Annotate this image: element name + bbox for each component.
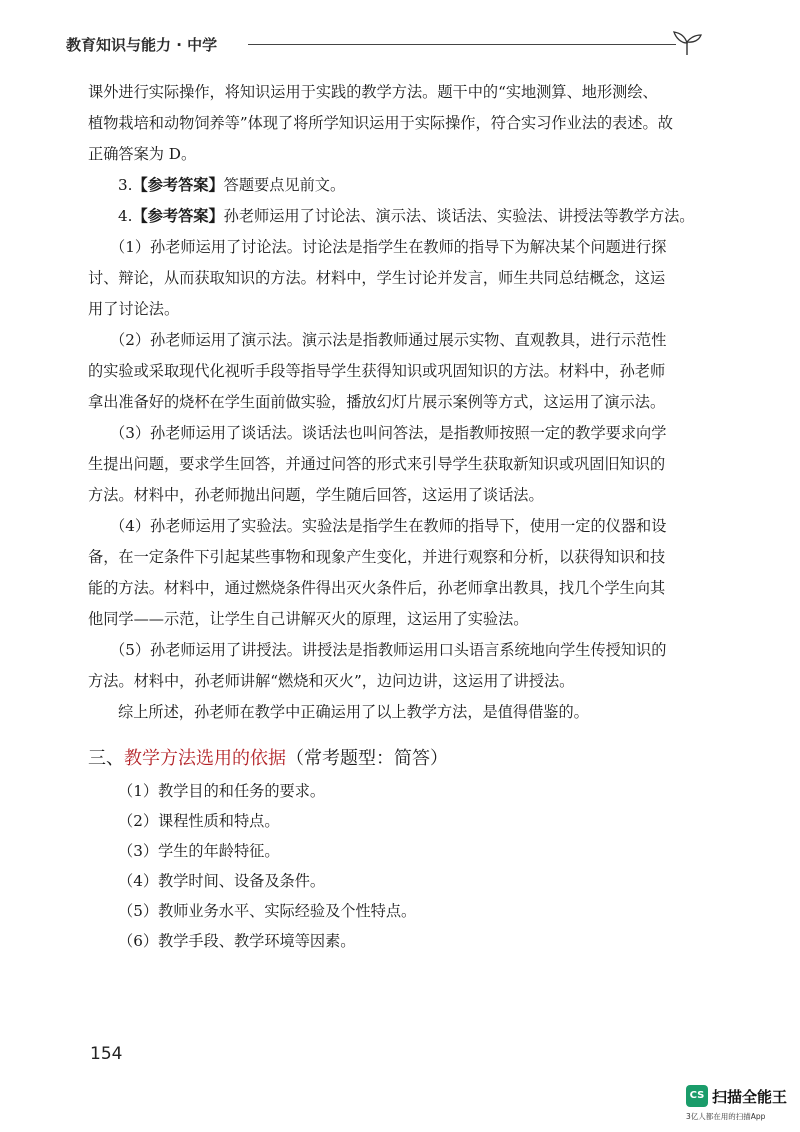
page-number: 154 — [90, 1044, 123, 1064]
running-header — [66, 30, 716, 60]
text-line: （1）孙老师运用了讨论法。讨论法是指学生在教师的指导下为解决某个问题进行探 — [110, 238, 667, 256]
text-line: 备，在一定条件下引起某些事物和现象产生变化，并进行观察和分析，以获得知识和技 — [88, 548, 666, 566]
camscanner-logo-icon: CS — [686, 1085, 708, 1107]
header-rule — [248, 44, 676, 45]
text-line: 方法。材料中，孙老师抛出问题，学生随后回答，这运用了谈话法。 — [88, 486, 544, 504]
list-item: （4）教学时间、设备及条件。 — [118, 872, 326, 890]
section-heading — [88, 744, 448, 770]
sprout-icon — [670, 30, 704, 56]
list-item: （2）课程性质和特点。 — [118, 812, 280, 830]
list-item: （3）学生的年龄特征。 — [118, 842, 280, 860]
section-number: 三、 — [88, 748, 124, 769]
answer-tag: 【参考答案】 — [132, 176, 224, 194]
text-line: 方法。材料中，孙老师讲解“燃烧和灭火”，边问边讲，这运用了讲授法。 — [88, 672, 575, 690]
list-item: （5）教师业务水平、实际经验及个性特点。 — [118, 902, 417, 920]
answer-item-3: 3.【参考答案】答题要点见前文。 — [118, 176, 346, 194]
text-line: （4）孙老师运用了实验法。实验法是指学生在教师的指导下，使用一定的仪器和设 — [110, 517, 667, 535]
scanner-watermark — [686, 1085, 786, 1125]
text-line: （2）孙老师运用了演示法。演示法是指教师通过展示实物、直观教具，进行示范性 — [110, 331, 667, 349]
text-line: 正确答案为 D。 — [88, 145, 197, 163]
text-line: （5）孙老师运用了讲授法。讲授法是指教师运用口头语言系统地向学生传授知识的 — [110, 641, 667, 659]
text-line: 他同学——示范，让学生自己讲解灭火的原理，这运用了实验法。 — [88, 610, 529, 628]
watermark-title: 扫描全能王 — [712, 1088, 788, 1106]
text-line: 拿出准备好的烧杯在学生面前做实验，播放幻灯片展示案例等方式，这运用了演示法。 — [88, 393, 666, 411]
text-line: 能的方法。材料中，通过燃烧条件得出灭火条件后，孙老师拿出教具，找几个学生向其 — [88, 579, 666, 597]
text-line: 用了讨论法。 — [88, 300, 180, 318]
text-line: 植物栽培和动物饲养等”体现了将所学知识运用于实际操作，符合实习作业法的表述。故 — [88, 114, 673, 132]
text-line: 课外进行实际操作，将知识运用于实践的教学方法。题干中的“实地测算、地形测绘、 — [88, 83, 658, 101]
book-title: 教育知识与能力 · 中学 — [66, 36, 218, 54]
answer-body — [88, 80, 716, 720]
text-line: 讨、辩论，从而获取知识的方法。材料中，学生讨论并发言，师生共同总结概念，这运 — [88, 269, 666, 287]
answer-item-4: 4.【参考答案】孙老师运用了讨论法、演示法、谈话法、实验法、讲授法等教学方法。 — [118, 207, 695, 225]
summary-line: 综上所述，孙老师在教学中正确运用了以上教学方法，是值得借鉴的。 — [118, 703, 589, 721]
answer-tag: 【参考答案】 — [132, 207, 224, 225]
list-item: （6）教学手段、教学环境等因素。 — [118, 932, 356, 950]
list-item: （1）教学目的和任务的要求。 — [118, 782, 326, 800]
text-line: 的实验或采取现代化视听手段等指导学生获得知识或巩固知识的方法。材料中，孙老师 — [88, 362, 666, 380]
watermark-subtitle: 3亿人都在用的扫描App — [686, 1112, 766, 1121]
text-line: 生提出问题，要求学生回答，并通过问答的形式来引导学生获取新知识或巩固旧知识的 — [88, 455, 666, 473]
section-note: （常考题型：简答） — [286, 748, 448, 769]
section-title: 教学方法选用的依据 — [124, 748, 286, 769]
text-line: （3）孙老师运用了谈话法。谈话法也叫问答法，是指教师按照一定的教学要求向学 — [110, 424, 667, 442]
